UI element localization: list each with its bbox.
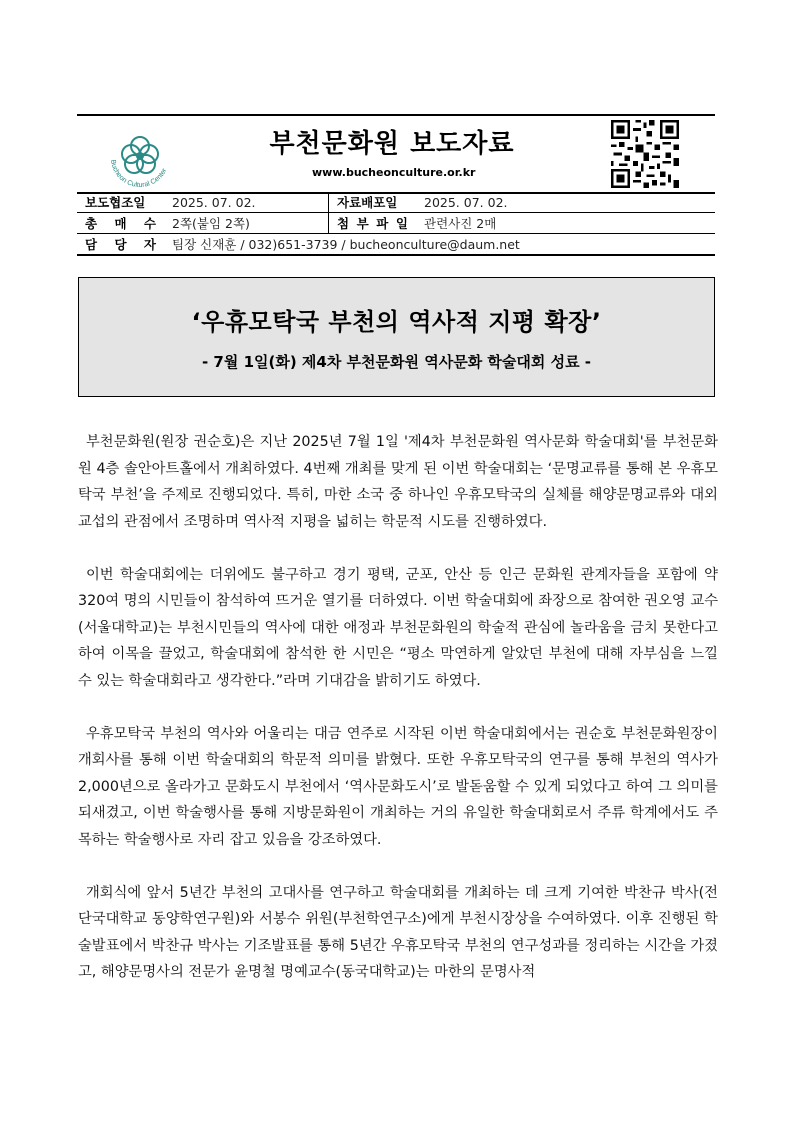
- page-title: 부천문화원 보도자료: [269, 129, 515, 159]
- headline-subtitle: - 7월 1일(화) 제4차 부천문화원 역사문화 학술대회 성료 -: [201, 353, 592, 371]
- attachment-value: 관련사진 2매: [416, 213, 715, 234]
- table-row: [77, 234, 715, 256]
- paragraph: 우휴모탁국 부천의 역사와 어울리는 대금 연주로 시작된 이번 학술대회에서는 권순호 부천문화원장이 개회사를 통해 이번 학술대회의 학문적 의미를 밝혔다. 또한 우휴모탁국의 연구를 통해 부천의 역사가 2,000년으로 올라가고 문화도시 부천에서 ‘역사문화도시’로 발돋움할 수 있게 되었다고 하여 그 의미를 되새겼고, 이번 학술행사를 통해 지방문화원이 개최하는 거의 유일한 학술대회로서 주류 학계에서도 주목하는 학술행사로 자리 잡고 있음을 강조하였다.: [78, 725, 718, 848]
- contact-label: 담 당 자: [77, 234, 164, 256]
- release-date-label: 자료배포일: [329, 192, 417, 213]
- headline-box: [78, 277, 715, 397]
- svg-text:Bucheon Cultural Center: Bucheon Cultural Center: [108, 159, 169, 188]
- qr-code-icon: [611, 120, 679, 188]
- bucheon-cultural-center-logo: [103, 124, 177, 188]
- release-date-value: 2025. 07. 02.: [416, 192, 715, 213]
- attachment-label: 첨 부 파 일: [329, 213, 417, 234]
- headline-title: ‘우휴모탁국 부천의 역사적 지평 확장’: [191, 308, 602, 336]
- page-count-value: 2쪽(붙임 2쪽): [164, 213, 329, 234]
- table-row: [77, 192, 715, 213]
- paragraph: 부천문화원(원장 권순호)은 지난 2025년 7월 1일 '제4차 부천문화원 역사문화 학술대회'를 부천문화원 4층 솔안아트홀에서 개최하였다. 4번째 개최를 맞게 된 이번 학술대회는 ‘문명교류를 통해 본 우휴모탁국 부천’을 주제로 진행되었다. 특히, 마한 소국 중 하나인 우휴모탁국의 실체를 해양문명교류와 대외 교섭의 관점에서 조명하며 역사적 지평을 넓히는 학문적 시도를 진행하였다.: [78, 434, 718, 530]
- request-date-value: 2025. 07. 02.: [164, 192, 329, 213]
- release-info-table: [77, 192, 715, 256]
- website-url[interactable]: www.bucheonculture.or.kr: [312, 166, 476, 179]
- paragraph: 개회식에 앞서 5년간 부천의 고대사를 연구하고 학술대회를 개최하는 데 크게 기여한 박찬규 박사(전 단국대학교 동양학연구원)와 서봉수 위원(부천학연구소)에게 부천시장상을 수여하였다. 이후 진행된 학술발표에서 박찬규 박사는 기조발표를 통해 5년간 우휴모탁국 부천의 연구성과를 정리하는 시간을 가졌고, 해양문명사의 전문가 윤명철 명예교수(동국대학교)는 마한의 문명사적: [78, 884, 718, 980]
- table-row: [77, 213, 715, 234]
- article-body: [78, 429, 718, 1012]
- paragraph: 이번 학술대회에는 더위에도 불구하고 경기 평택, 군포, 안산 등 인근 문화원 관계자들을 포함에 약 320여 명의 시민들이 참석하여 뜨거운 열기를 더하였다. 이번 학술대회에 좌장으로 참여한 권오영 교수(서울대학교)는 부천시민들의 역사에 대한 애정과 부천문화원의 학술적 관심에 놀라움을 금치 못한다고 하여 이목을 끌었고, 학술대회에 참석한 한 시민은 “평소 막연하게 알았던 부천에 대해 자부심을 느낄 수 있는 학술대회라고 생각한다.”라며 기대감을 밝히기도 하였다.: [78, 566, 718, 689]
- page-count-label: 총 매 수: [77, 213, 164, 234]
- request-date-label: 보도협조일: [77, 192, 164, 213]
- contact-value: 팀장 신재훈 / 032)651-3739 / bucheonculture@daum.net: [164, 234, 715, 256]
- press-release-header: [77, 114, 715, 194]
